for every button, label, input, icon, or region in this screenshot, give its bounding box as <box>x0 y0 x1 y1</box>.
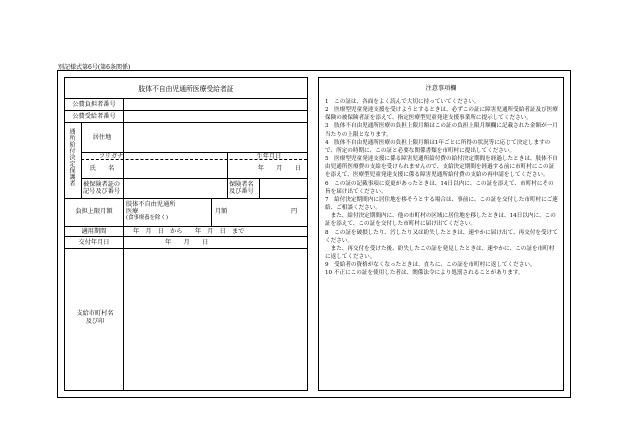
limit-desc-sub: (食事療養を除く) <box>126 215 168 221</box>
limit-desc-main: 肢体不自由児通所医療 <box>126 201 176 215</box>
address-label: 居住地 <box>92 134 112 141</box>
monthly-limit-label: 負担上限月額 <box>75 208 113 215</box>
issue-date-value: 年 月 日 <box>165 239 209 246</box>
notes-list <box>325 98 559 277</box>
guardian-vertical-label: 通所給付決定保護者 <box>68 128 75 187</box>
birthdate-label: 生年月日 <box>256 153 282 160</box>
note-item: また、再交付を受けた後、紛失したこの証を発見したときは、速やかに、この証を市町村に返してください。 <box>325 245 555 260</box>
certificate-title: 肢体不自由児通所医療受給者証 <box>138 85 234 93</box>
name-label: 氏 名 <box>89 165 115 172</box>
note-item: 4 肢体不自由児通所医療の負担上限月額は1年ごとに所得の状況等に応じて決定しますので、所定の時期に、この証と必要な関係書類を市町村に提出してください。 <box>325 139 551 154</box>
note-item: また、給付決定期間内に、他の市町村の区域に居住地を移したときは、14日以内に、この証を添えて、この証を交付した市町村に届け出てください。 <box>325 213 556 228</box>
payer-number-label: 公費負担者番号 <box>72 101 116 108</box>
issue-date-label: 交付年月日 <box>78 239 110 246</box>
period-value: 年 月 日 から 年 月 日 まで <box>133 228 245 235</box>
period-label: 適用期間 <box>81 228 107 235</box>
notes-title: 注意事項欄 <box>425 85 457 92</box>
document-frame <box>57 70 571 398</box>
yen-unit: 円 <box>291 208 298 215</box>
certificate-panel <box>64 77 308 391</box>
form-number: 別記様式第6号(第6条関係) <box>58 64 131 71</box>
note-item: 2 医療型児童発達支援を受けようとするときは、必ずこの証に障害児通所受給者証及び医療保険の被保険者証を添えて、指定医療型児童発達支援事業所に提示してください。 <box>325 107 558 122</box>
note-item: 8 この証を破損したり、汚したり又は紛失したときは、速やかに届け出て、再交付を受けてください。 <box>325 229 558 244</box>
recipient-number-label: 公費受給者番号 <box>72 113 116 120</box>
furigana-label: フリガナ <box>98 153 124 160</box>
note-item: 7 給付決定期間内に居住地を移そうとする場合は、事前に、この証を交付した市町村にご連絡、ご相談ください。 <box>325 196 558 212</box>
note-item: 3 肢体不自由児通所医療の負担上限月額はこの証の負担上限月額欄に記載された金額が一月当たりの上限となります。 <box>325 123 558 138</box>
note-item: 9 受給者の資格がなくなったときは、直ちに、この証を市町村に返してください。 <box>325 262 536 269</box>
notes-panel <box>318 77 564 391</box>
monthly-amount-label: 月額 <box>215 208 228 215</box>
note-item: 5 医療型児童発達支援に係る障害児通所給付費の給付決定期間を経過したときは、肢体不自由児通所医療費の支給を受けられませんので、支給決定期間を経過する前に市町村にこの証を添えて、医療型児童発達支援に係る障害児通所給付費の支給の再申請をしてください。 <box>325 156 558 179</box>
insured-card-label: 被保険者証の記号及び番号 <box>83 181 121 195</box>
note-item: 6 この証の記載事項に変更があったときは、14日以内に、この証を添えて、市町村にその旨を届け出てください。 <box>325 180 554 195</box>
birthdate-value: 年 月 日 <box>257 165 301 172</box>
municipality-label: 支給市町村名及び印 <box>76 310 114 325</box>
note-item: 10 不正にこの証を使用した者は、関係法令により処罰されることがあります。 <box>325 270 524 277</box>
note-item: 1 この証は、各面をよく読んで大切に持っていてください。 <box>325 99 480 105</box>
insurer-label: 保険者名及び番号 <box>229 181 254 195</box>
